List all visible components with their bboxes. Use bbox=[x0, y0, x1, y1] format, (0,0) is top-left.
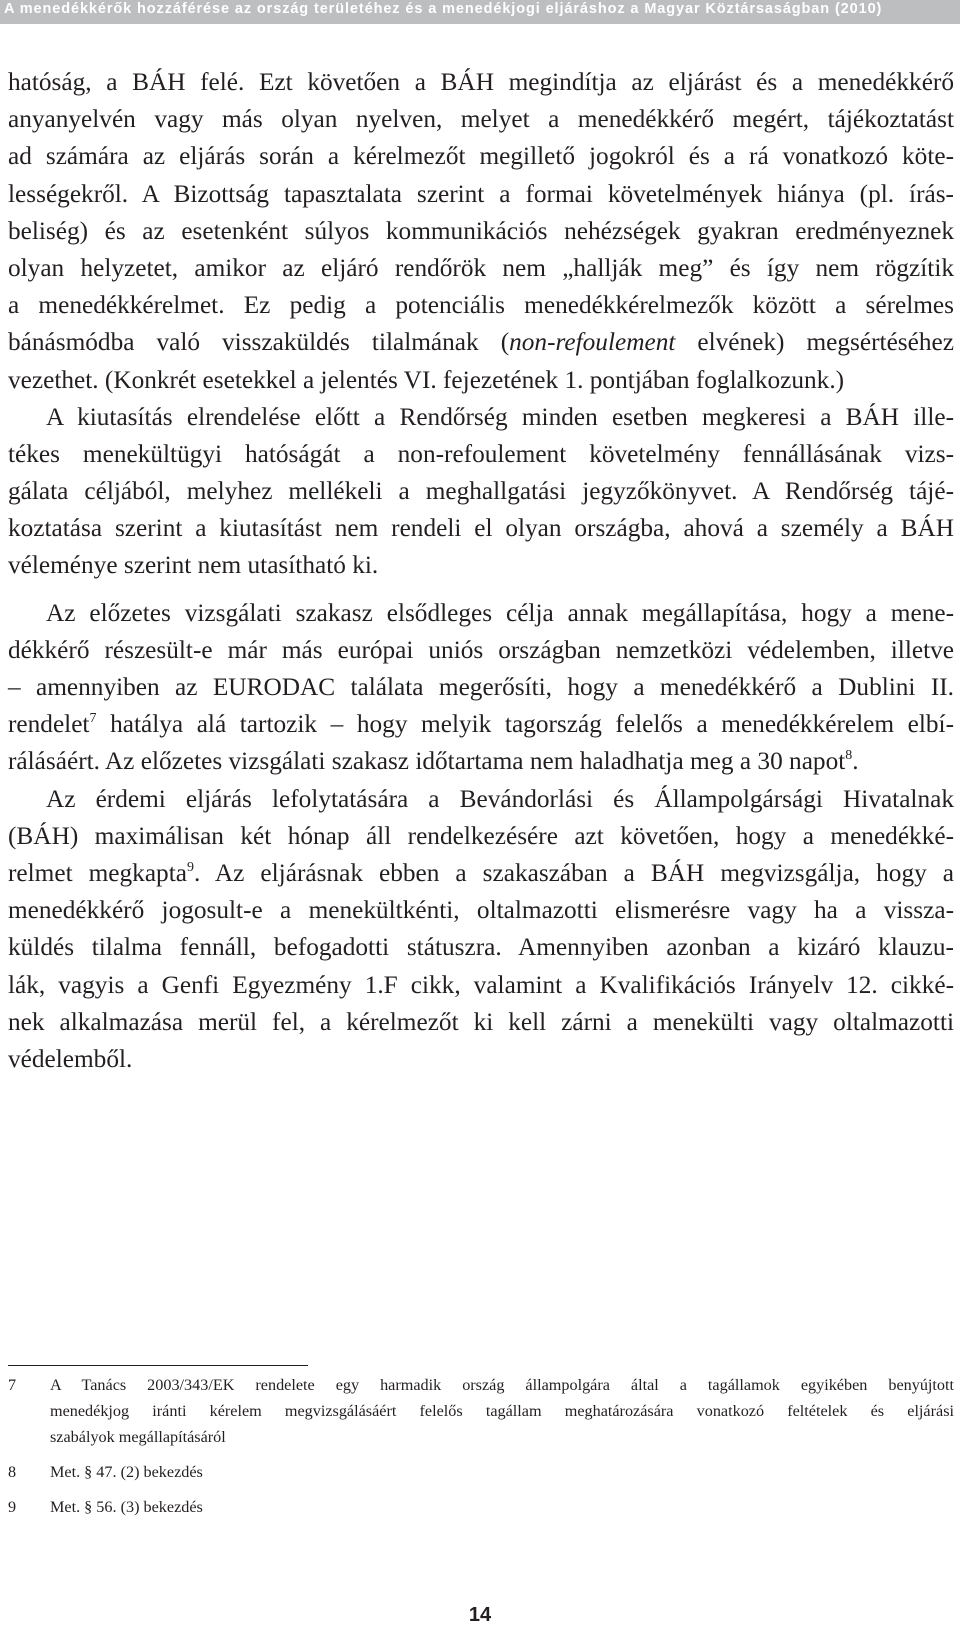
body-line: koztatása szerint a kiutasítást nem rendeli el olyan országba, ahová a személy a BÁH bbox=[8, 514, 954, 543]
body-line bbox=[8, 743, 954, 780]
body-line: küldés tilalma fennáll, befogadotti státuszra. Amennyiben azonban a kizáró klauzu- bbox=[8, 933, 954, 962]
body-line: a menedékkérelmet. Ez pedig a potenciális menedékkérelmezők között a sérelmes bbox=[8, 291, 954, 320]
footnote-line: Met. § 56. (3) bekezdés bbox=[50, 1498, 203, 1516]
body-line: nek alkalmazása merül fel, a kérelmezőt ki kell zárni a menekülti vagy oltalmazotti bbox=[8, 1007, 954, 1036]
body-line: A kiutasítás elrendelése előtt a Rendőrség minden esetben megkeresi a BÁH ille- bbox=[46, 402, 954, 431]
body-line: – amennyiben az EURODAC találata megerősíti, hogy a menedékkérő a Dublini II. bbox=[8, 673, 954, 701]
footnote-8 bbox=[8, 1459, 954, 1485]
body-line: menedékkérő jogosult-e a menekültkénti, oltalmazotti elismerésre vagy ha a vissza- bbox=[8, 896, 954, 925]
body-line bbox=[8, 324, 954, 361]
body-line bbox=[8, 855, 954, 892]
footnote-line: A Tanács 2003/343/EK rendelete egy harmadik ország állampolgára által a tagállamok egyikében benyújtott bbox=[50, 1376, 954, 1394]
body-line: véleménye szerint nem utasítható ki. bbox=[8, 551, 379, 580]
body-line-text: bánásmódba való visszaküldés tilalmának ( bbox=[8, 328, 510, 357]
running-header-bar bbox=[0, 0, 960, 24]
footnote-line: szabályok megállapításáról bbox=[50, 1428, 226, 1446]
footnote-ref[interactable]: 7 bbox=[89, 711, 97, 727]
body-line: gálata céljából, melyhez mellékeli a meghallgatási jegyzőkönyvet. A Rendőrség tájé- bbox=[8, 477, 954, 506]
body-line-text: . Az eljárásnak ebben a szakaszában a BÁH megvizsgálja, hogy a bbox=[193, 858, 954, 887]
body-line: tékes menekültügyi hatóságát a non-refoulement követelmény fennállásának vizs- bbox=[8, 439, 954, 468]
body-line: olyan helyzetet, amikor az eljáró rendőrök nem „hallják meg” és így nem rögzítik bbox=[8, 253, 954, 282]
footnote-number: 9 bbox=[8, 1498, 17, 1516]
body-line: lák, vagyis a Genfi Egyezmény 1.F cikk, valamint a Kvalifikációs Irányelv 12. cikké- bbox=[8, 970, 954, 999]
body-line-text: rálásáért. Az előzetes vizsgálati szakasz időtartama nem haladhatja meg a 30 napot bbox=[8, 747, 846, 776]
body-line: Az előzetes vizsgálati szakasz elsődleges célja annak megállapítása, hogy a mene- bbox=[46, 598, 954, 627]
body-line: beliség) és az esetenként súlyos kommunikációs nehézségek gyakran eredményeznek bbox=[8, 216, 954, 245]
body-line: ad számára az eljárás során a kérelmezőt megillető jogokról és a rá vonatkozó köte- bbox=[8, 142, 954, 171]
footnote-number: 8 bbox=[8, 1463, 17, 1481]
footnote-ref[interactable]: 9 bbox=[186, 859, 194, 875]
running-header-title: A menedékkérők hozzáférése az ország területéhez és a menedékjogi eljáráshoz a Magyar Köztársaságban (2010) bbox=[4, 1, 883, 17]
body-line: Az érdemi eljárás lefolytatására a Bevándorlási és Állampolgársági Hivatalnak bbox=[46, 784, 954, 813]
footnote-number: 7 bbox=[8, 1376, 17, 1394]
body-line-text: rendelet bbox=[8, 710, 90, 739]
body-line-text: elvének) megsértéséhez bbox=[675, 328, 954, 357]
footnote-line: menedékjog iránti kérelem megvizsgálásáért felelős tagállam meghatározására vonatkozó feltételek és eljárási bbox=[50, 1402, 954, 1420]
footnote-ref[interactable]: 8 bbox=[845, 748, 853, 764]
body-line-text: . bbox=[852, 747, 859, 776]
body-line-text: relmet megkapta bbox=[8, 858, 187, 887]
body-line bbox=[8, 706, 954, 743]
body-text bbox=[8, 64, 954, 1078]
footnote-9 bbox=[8, 1494, 954, 1520]
body-line: (BÁH) maximálisan két hónap áll rendelkezésére azt követően, hogy a menedékké- bbox=[8, 821, 954, 850]
footnote-7 bbox=[8, 1372, 954, 1450]
body-line: védelemből. bbox=[8, 1044, 133, 1073]
body-line-text: hatálya alá tartozik – hogy melyik tagország felelős a menedékkérelem elbí- bbox=[96, 710, 954, 739]
footnote-line: Met. § 47. (2) bekezdés bbox=[50, 1463, 203, 1481]
footnote-divider bbox=[8, 1365, 308, 1366]
body-line: dékkérő részesült-e már más európai uniós országban nemzetközi védelemben, illetve bbox=[8, 635, 954, 664]
body-line: lességekről. A Bizottság tapasztalata szerint a formai követelmények hiánya (pl. írás- bbox=[8, 179, 954, 208]
italic-term: non-refoulement bbox=[509, 328, 676, 357]
footnotes bbox=[8, 1372, 954, 1520]
body-line: hatóság, a BÁH felé. Ezt követően a BÁH megindítja az eljárást és a menedékkérő bbox=[8, 68, 954, 96]
body-line: anyanyelvén vagy más olyan nyelven, melyet a menedékkérő megért, tájékoztatást bbox=[8, 105, 954, 134]
body-line: vezethet. (Konkrét esetekkel a jelentés VI. fejezetének 1. pontjában foglalkozunk.) bbox=[8, 365, 845, 394]
page-number: 14 bbox=[468, 1604, 492, 1626]
